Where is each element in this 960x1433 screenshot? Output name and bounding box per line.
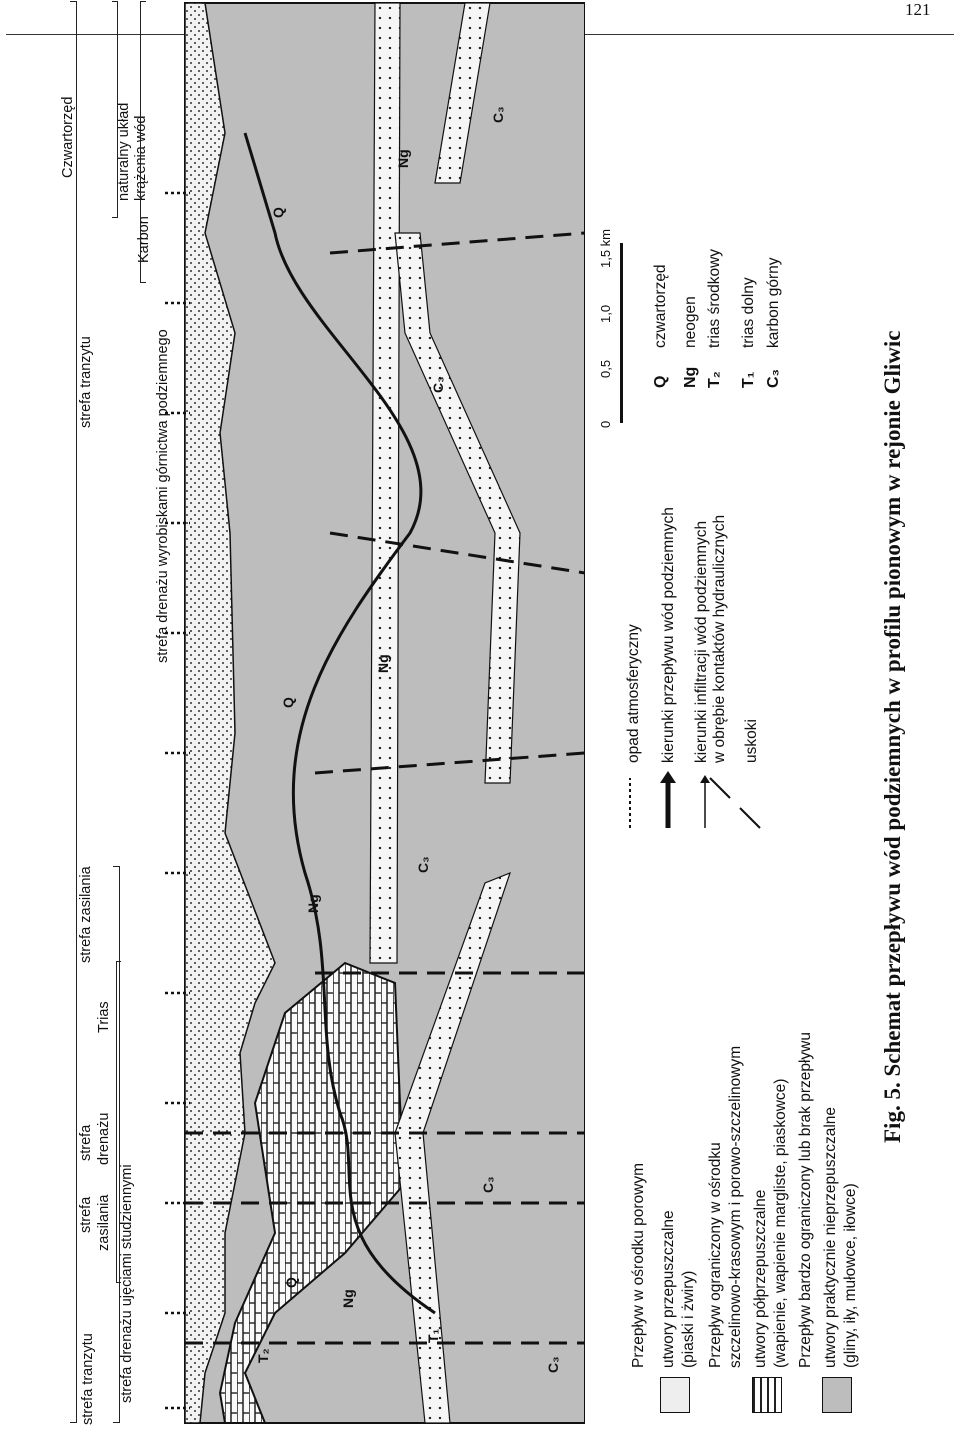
legend-semi-1: utwory półprzepuszczalne [752,1189,769,1368]
legend-faults: uskoki [743,719,760,763]
page-number: 121 [905,0,931,19]
legend-infil-2: w obrębie kontaktów hydraulicznych [711,514,728,763]
figure-caption: Fig. 5. Schemat przepływu wód podziemnych w profilu pionowym w rejonie Gliwic [880,330,905,1143]
swatch-impermeable [822,1377,852,1413]
label-trias: Trias [96,1001,112,1033]
legend-permeable-1: utwory przepuszczalne [660,1210,677,1368]
strat-sym-ng: Ng [682,366,699,388]
scale-tick-3: 1,5 km [598,228,613,268]
label-natural-2: krążenia wód [133,115,149,201]
section-label-c3-2: C₃ [480,1176,496,1193]
section-label-q2: Q [280,697,296,708]
legend-limited-title: Przepływ bardzo ograniczony lub brak przepływu [797,1032,814,1368]
section-label-t2: T₂ [255,1348,271,1363]
section-label-c3-1: C₃ [545,1356,561,1373]
scale-tick-0: 0 [598,420,613,428]
label-zone-transit-2: strefa tranzytu [78,336,94,428]
strat-sym-q: Q [652,375,669,388]
strat-name-t2: trias środkowy [706,248,723,348]
top-frame [70,1,77,1423]
label-zone-supply-1: strefa [78,1196,94,1233]
swatch-semi-permeable [752,1377,782,1413]
label-zone-drain-2: drenażu [96,1112,112,1165]
section-label-t1: T₁ [425,1328,441,1343]
cross-section [165,0,585,1433]
bracket-trias [116,961,121,1283]
strat-sym-t2: T₂ [706,371,723,388]
strat-sym-c3: C₃ [765,369,782,388]
label-zone-supply-2: zasilania [96,1194,112,1251]
legend-permeable-2: (piaski i żwiry) [680,1270,697,1368]
legend-fissure-1: Przepływ ograniczony w ośrodku [707,1142,724,1368]
strat-name-c3: karbon górny [765,257,782,348]
section-label-ng4: Ng [395,149,411,168]
section-label-c3-5: C₃ [490,106,506,123]
strat-name-ng: neogen [682,296,699,348]
strat-name-t1: trias dolny [740,277,757,348]
legend-imperm-2: (gliny, iły, mułowce, iłowce) [842,1183,859,1368]
strat-name-q: czwartorzęd [652,264,669,348]
bracket-karbon [140,1,146,283]
scale-tick-2: 1,0 [598,304,613,323]
section-label-ng2: Ng [305,894,321,913]
label-zone-transit-1: strefa tranzytu [80,1333,96,1425]
legend-symbols [620,768,770,833]
label-natural-1: naturalny układ [116,102,132,201]
strat-sym-t1: T₁ [740,371,757,388]
section-label-q1: Q [283,1277,299,1288]
bracket-natural [112,1,118,218]
legend-flow-dir: kierunki przepływu wód podziemnych [660,507,677,763]
section-label-ng3: Ng [375,654,391,673]
label-zone-drain-mining: strefa drenażu wyrobiskami górnictwa podziemnego [155,329,171,663]
swatch-permeable [660,1377,690,1413]
label-karbon: Karbon [136,216,152,263]
section-label-c3-3: C₃ [415,856,431,873]
scale-tick-1: 0,5 [598,359,613,378]
c3-band-2 [370,3,400,963]
section-label-ng1: Ng [340,1289,356,1308]
legend-semi-2: (wapienie, wapienie margliste, piaskowce) [772,1078,789,1368]
label-czwartorzed: Czwartorzęd [60,96,76,178]
legend-rain: opad atmosferyczny [625,624,642,763]
legend-fissure-2: szczelinowo-krasowym i porowo-szczelinowym [727,1045,744,1368]
label-zone-supply-main: strefa zasilania [78,866,94,963]
legend-infil-1: kierunki infiltracji wód podziemnych [693,520,710,763]
legend-title-porous: Przepływ w ośrodku porowym [630,1162,647,1368]
scale-bar [620,243,623,423]
label-zone-drain-wells: strefa drenażu ujęciami studziennymi [119,1164,135,1403]
section-label-c3-4: C₃ [430,376,446,393]
label-zone-drain-1: strefa [78,1124,94,1161]
section-label-q3: Q [270,207,286,218]
legend-imperm-1: utwory praktycznie nieprzepuszczalne [822,1106,839,1368]
